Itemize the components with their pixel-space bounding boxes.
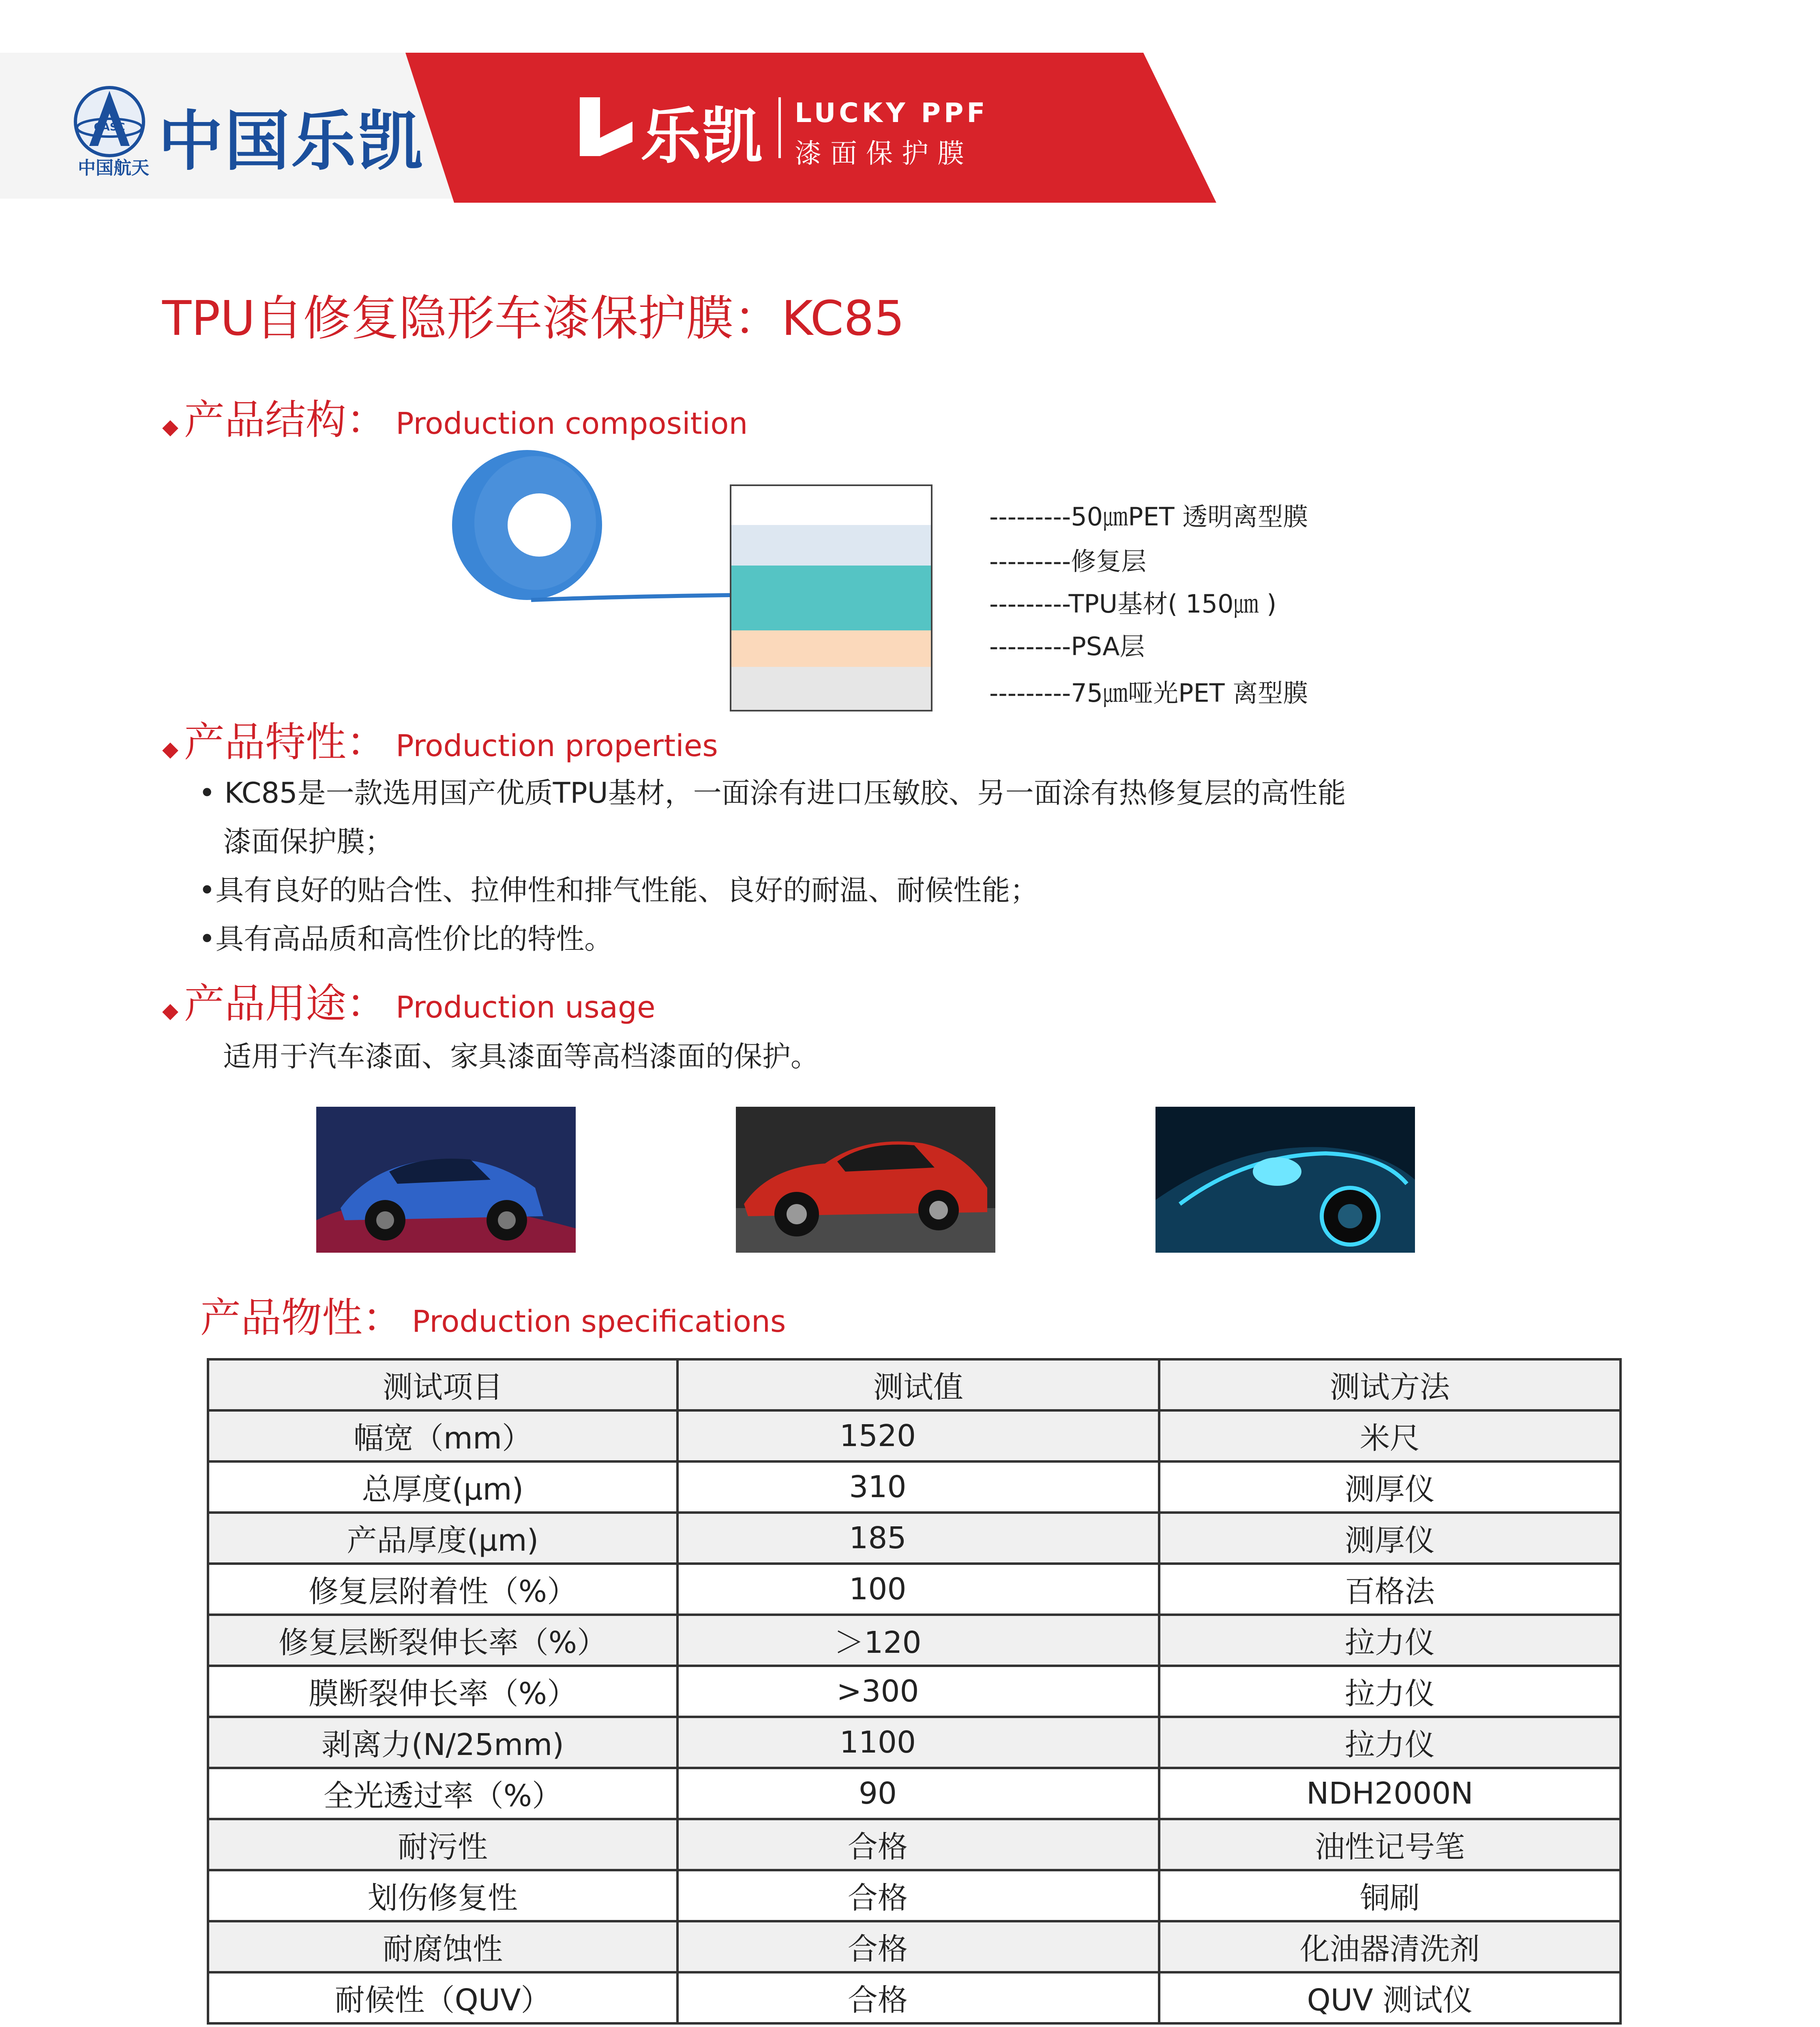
table-header-cell: 测试方法 bbox=[1159, 1359, 1621, 1410]
spec-method-cell: 拉力仪 bbox=[1159, 1615, 1621, 1666]
layer-repair bbox=[730, 525, 933, 566]
spec-value-cell: 185 bbox=[677, 1513, 1159, 1564]
composition-heading bbox=[162, 387, 748, 446]
spec-value-cell: 合格 bbox=[677, 1819, 1159, 1870]
spec-method-cell: 测厚仪 bbox=[1159, 1461, 1621, 1513]
spec-item-cell: 修复层附着性（%） bbox=[208, 1564, 677, 1615]
layer-tpu bbox=[730, 566, 933, 630]
layer-label: ---------75㎛哑光PET 离型膜 bbox=[989, 678, 1308, 708]
layer-pet-top bbox=[730, 484, 933, 525]
table-row bbox=[208, 1410, 1621, 1461]
brand-name-cn: 中国乐凯 bbox=[158, 103, 424, 179]
lucky-mark-icon bbox=[576, 93, 637, 158]
spec-item-cell: 总厚度(μm) bbox=[208, 1461, 677, 1513]
layer-label: ---------TPU基材( 150㎛ ) bbox=[989, 589, 1277, 619]
specs-heading-en: Production specifications bbox=[412, 1304, 786, 1339]
table-row bbox=[208, 1819, 1621, 1870]
spec-method-cell: 铜刷 bbox=[1159, 1870, 1621, 1921]
table-header-cell: 测试项目 bbox=[208, 1359, 677, 1410]
table-row bbox=[208, 1870, 1621, 1921]
casc-logo-icon bbox=[73, 85, 146, 158]
property-item: •具有高品质和高性价比的特性。 bbox=[199, 922, 613, 956]
spec-value-cell: >300 bbox=[677, 1666, 1159, 1717]
spec-value-cell: 1520 bbox=[677, 1410, 1159, 1461]
spec-item-cell: 划伤修复性 bbox=[208, 1870, 677, 1921]
spec-method-cell: NDH2000N bbox=[1159, 1768, 1621, 1819]
usage-heading bbox=[162, 971, 656, 1029]
layer-label: ---------PSA层 bbox=[989, 632, 1145, 661]
layer-label: ---------50㎛PET 透明离型膜 bbox=[989, 502, 1308, 531]
table-row bbox=[208, 1717, 1621, 1768]
spec-value-cell: 90 bbox=[677, 1768, 1159, 1819]
properties-heading-cn: 产品特性： bbox=[184, 718, 387, 766]
diamond-bullet-icon: ◆ bbox=[162, 999, 178, 1023]
usage-text: 适用于汽车漆面、家具漆面等高档漆面的保护。 bbox=[223, 1040, 819, 1073]
usage-heading-cn: 产品用途： bbox=[184, 980, 387, 1027]
property-item: •具有良好的贴合性、拉伸性和排气性能、良好的耐温、耐候性能； bbox=[199, 874, 1039, 907]
table-row bbox=[208, 1513, 1621, 1564]
table-row bbox=[208, 1666, 1621, 1717]
spec-method-cell: 拉力仪 bbox=[1159, 1717, 1621, 1768]
property-item-cont: 漆面保护膜； bbox=[223, 825, 393, 858]
spec-value-cell: 310 bbox=[677, 1461, 1159, 1513]
spec-item-cell: 产品厚度(μm) bbox=[208, 1513, 677, 1564]
spec-value-cell: ＞120 bbox=[677, 1615, 1159, 1666]
specs-heading-cn: 产品物性： bbox=[200, 1294, 403, 1341]
table-header-cell: 测试值 bbox=[677, 1359, 1159, 1410]
casc-badge-text: CASC bbox=[94, 121, 125, 133]
lucky-divider bbox=[778, 97, 781, 158]
spec-value-cell: 合格 bbox=[677, 1921, 1159, 1972]
spec-method-cell: 拉力仪 bbox=[1159, 1666, 1621, 1717]
spec-item-cell: 耐污性 bbox=[208, 1819, 677, 1870]
composition-heading-en: Production composition bbox=[396, 406, 748, 441]
spec-value-cell: 合格 bbox=[677, 1972, 1159, 2023]
car-photo-neon bbox=[1155, 1107, 1415, 1253]
table-row bbox=[208, 1768, 1621, 1819]
spec-method-cell: 油性记号笔 bbox=[1159, 1819, 1621, 1870]
car-photo-red bbox=[736, 1107, 995, 1253]
usage-heading-en: Production usage bbox=[396, 990, 656, 1025]
spec-item-cell: 膜断裂伸长率（%） bbox=[208, 1666, 677, 1717]
document-title: TPU自修复隐形车漆保护膜：KC85 bbox=[162, 290, 905, 346]
table-row bbox=[208, 1615, 1621, 1666]
lucky-brand-cn: 乐凯 bbox=[641, 101, 763, 172]
spec-item-cell: 剥离力(N/25mm) bbox=[208, 1717, 677, 1768]
car-photo-blue bbox=[316, 1107, 576, 1253]
specs-heading bbox=[195, 1285, 786, 1343]
spec-value-cell: 合格 bbox=[677, 1870, 1159, 1921]
spec-value-cell: 100 bbox=[677, 1564, 1159, 1615]
property-item: • KC85是一款选用国产优质TPU基材，一面涂有进口压敏胶、另一面涂有热修复层的高性能 bbox=[199, 776, 1346, 810]
film-roll-icon bbox=[446, 446, 738, 608]
spec-item-cell: 耐候性（QUV） bbox=[208, 1972, 677, 2023]
lucky-brand-sub: 漆面保护膜 bbox=[795, 138, 973, 169]
layer-pet-bottom bbox=[730, 667, 933, 711]
spec-value-cell: 1100 bbox=[677, 1717, 1159, 1768]
properties-heading-en: Production properties bbox=[396, 729, 718, 763]
casc-label: 中国航天 bbox=[78, 158, 149, 178]
spec-item-cell: 全光透过率（%） bbox=[208, 1768, 677, 1819]
layer-label: ---------修复层 bbox=[989, 546, 1147, 576]
spec-item-cell: 修复层断裂伸长率（%） bbox=[208, 1615, 677, 1666]
spec-method-cell: 化油器清洗剂 bbox=[1159, 1921, 1621, 1972]
composition-heading-cn: 产品结构： bbox=[184, 396, 387, 444]
table-header-row bbox=[208, 1359, 1621, 1410]
spec-method-cell: 百格法 bbox=[1159, 1564, 1621, 1615]
diamond-bullet-icon: ◆ bbox=[162, 737, 178, 761]
spec-method-cell: 测厚仪 bbox=[1159, 1513, 1621, 1564]
diamond-bullet-icon: ◆ bbox=[162, 415, 178, 439]
table-row bbox=[208, 1921, 1621, 1972]
spec-table bbox=[207, 1358, 1622, 2025]
spec-item-cell: 耐腐蚀性 bbox=[208, 1921, 677, 1972]
spec-method-cell: QUV 测试仪 bbox=[1159, 1972, 1621, 2023]
properties-heading bbox=[162, 709, 718, 768]
table-row bbox=[208, 1461, 1621, 1513]
lucky-brand-en: LUCKY PPF bbox=[795, 97, 988, 129]
spec-item-cell: 幅宽（mm） bbox=[208, 1410, 677, 1461]
table-row bbox=[208, 1564, 1621, 1615]
spec-method-cell: 米尺 bbox=[1159, 1410, 1621, 1461]
table-row bbox=[208, 1972, 1621, 2023]
layer-psa bbox=[730, 630, 933, 667]
